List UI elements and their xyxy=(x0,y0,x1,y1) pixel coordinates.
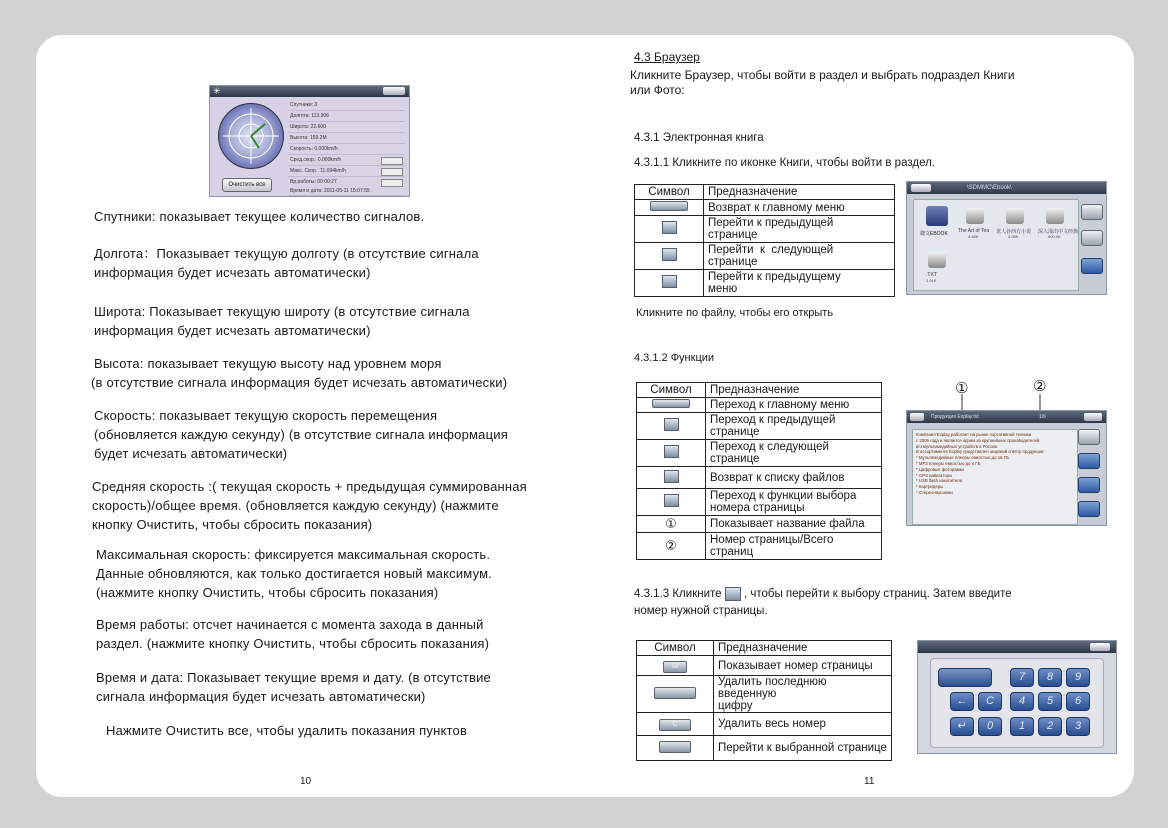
callout-2: ② xyxy=(1033,378,1047,395)
key-9[interactable] xyxy=(1066,668,1090,687)
text-line: странице xyxy=(710,426,760,438)
purpose-cell xyxy=(704,243,895,270)
text-line: (обновляется каждую секунду) (в отсутствие сигнала информация xyxy=(94,427,508,442)
reader-text-area xyxy=(912,429,1078,525)
prev-menu-icon xyxy=(662,275,677,288)
symbol-cell xyxy=(637,489,706,516)
symbol-cell xyxy=(637,413,706,440)
key-label: 2 xyxy=(1046,720,1054,732)
gps-back-icon[interactable] xyxy=(383,87,405,95)
text-line: странице xyxy=(708,229,758,241)
subsection-ebook-title xyxy=(634,132,764,144)
callout-1: ① xyxy=(955,380,969,397)
subsection-functions-title xyxy=(634,352,714,364)
para-speed xyxy=(94,406,508,463)
text-line: номера страницы xyxy=(710,502,805,514)
gps-row-text: Макс. Скор.: 11.094km/h xyxy=(290,168,346,174)
book-icon[interactable] xyxy=(1006,208,1024,224)
key-label: 5 xyxy=(1046,695,1054,707)
text-line: меню xyxy=(708,283,738,295)
key-label: ↵ xyxy=(957,720,967,732)
symbol-cell xyxy=(637,516,706,533)
symbol-cell xyxy=(637,736,714,761)
table-row xyxy=(637,398,882,413)
text-line: Средняя скорость :( текущая скорость + предыдущая суммированная xyxy=(92,479,527,494)
file-name: .TXT xyxy=(926,272,937,278)
back-arrow-icon xyxy=(652,399,690,408)
keypad-back-icon[interactable] xyxy=(1090,643,1110,651)
text-line: 4.3.1.3 Кликните xyxy=(634,588,722,600)
text-line: 4.3.1 Электронная книга xyxy=(634,132,764,144)
text-line: Спутники: показывает текущее количество сигналов. xyxy=(94,209,425,224)
purpose-cell: Переход к главному меню xyxy=(706,398,882,413)
text-line: Долгота：Показывает текущую долготу (в отсутствие сигнала xyxy=(94,246,479,261)
reader-page-select-button[interactable] xyxy=(1078,501,1100,517)
purpose-cell xyxy=(704,270,895,297)
scroll-down-button[interactable] xyxy=(1081,230,1103,246)
text-line: Максимальная скорость: фиксируется максимальная скорость. xyxy=(96,547,491,562)
key-label: 9 xyxy=(1074,671,1082,683)
text-line: 4.3.1.2 Функции xyxy=(634,352,715,364)
purpose-cell xyxy=(706,489,882,516)
text-line: Кликните Браузер, чтобы войти в раздел и выбрать подраздел Книги xyxy=(630,68,1015,82)
page-number-right: 11 xyxy=(864,776,875,787)
symbol-cell xyxy=(635,270,704,297)
gps-titlebar xyxy=(210,86,409,97)
click-file-text xyxy=(636,307,833,319)
text-line: Кликните по файлу, чтобы его открыть xyxy=(636,307,834,319)
section-heading-text: 4.3 Браузер xyxy=(634,50,700,64)
col-header-purpose: Предназначение xyxy=(714,641,892,656)
table-row xyxy=(635,243,895,270)
page-select-icon xyxy=(664,494,679,507)
gps-row-text: Спутники: 3 xyxy=(290,102,318,108)
purpose-cell: Удалить весь номер xyxy=(714,713,892,736)
gps-row xyxy=(288,101,405,111)
gps-row-text: Высота: 159.2M xyxy=(290,135,327,141)
ereader-screenshot xyxy=(906,410,1107,526)
prev-page-icon xyxy=(664,418,679,431)
table-row xyxy=(635,200,895,216)
browser-back-icon[interactable] xyxy=(911,184,931,192)
circle-1-icon: ① xyxy=(665,516,677,531)
gps-row-text: Сред.скор.: 0.000km/h xyxy=(290,157,342,163)
gps-row xyxy=(288,123,405,133)
table-header xyxy=(637,383,882,398)
text-line: Переход к следующей xyxy=(710,441,829,453)
col-header-purpose: Предназначение xyxy=(706,383,882,398)
text-line: Широта: Показывает текущую широту (в отсутствие сигнала xyxy=(94,304,470,319)
symbol-cell xyxy=(635,200,704,216)
text-line: (нажмите кнопку Очистить, чтобы сбросить показания) xyxy=(96,585,439,600)
table-row xyxy=(637,440,882,467)
symbol-cell xyxy=(637,656,714,676)
key-0[interactable] xyxy=(978,717,1002,736)
text-line: цифру xyxy=(718,700,753,712)
purpose-cell: Возврат к главному меню xyxy=(704,200,895,216)
circle-2-icon: ② xyxy=(665,538,677,553)
section-heading xyxy=(634,50,700,64)
table-row xyxy=(637,676,892,713)
gps-settings-icon: ✳ xyxy=(213,86,221,96)
reader-line: * Картридеры xyxy=(916,484,944,490)
para-clear-all xyxy=(106,721,467,740)
gps-row-text: Долгота: 113.906 xyxy=(290,113,329,119)
file-size: 4.98K xyxy=(1008,234,1019,239)
text-line: Переход к функции выбора xyxy=(710,490,857,502)
reset-max-speed-button[interactable] xyxy=(381,168,403,176)
browser-titlebar xyxy=(907,182,1106,194)
key-label: ← xyxy=(956,695,968,707)
book-icon[interactable] xyxy=(1046,208,1064,224)
section-intro xyxy=(630,68,1015,98)
next-page-icon xyxy=(662,248,677,261)
text-line: Удалить последнюю введенную xyxy=(718,676,827,700)
symbol-cell xyxy=(635,216,704,243)
text-line: страниц xyxy=(710,546,754,558)
text-line: Перейти к следующей xyxy=(708,244,834,256)
text-line: странице xyxy=(710,453,760,465)
key-3[interactable] xyxy=(1066,717,1090,736)
gps-row-text: Широта: 22.600 xyxy=(290,124,326,130)
reader-file-list-button[interactable] xyxy=(1078,477,1100,493)
key-7[interactable] xyxy=(1010,668,1034,687)
reset-avg-speed-button[interactable] xyxy=(381,157,403,165)
text-line: Перейти к предыдущему xyxy=(708,271,841,283)
para-longitude xyxy=(94,244,479,282)
symbol-cell xyxy=(635,243,704,270)
ebook-browser-screenshot xyxy=(906,181,1107,295)
file-list-icon xyxy=(664,470,679,483)
text-line: Номер страницы/Всего xyxy=(710,534,834,546)
col-header-purpose: Предназначение xyxy=(704,185,895,200)
para-avg-speed xyxy=(92,477,527,534)
text-line: Перейти к предыдущей xyxy=(708,217,834,229)
text-line: Время и дата: Показывает текущие время и дату. (в отсутствие xyxy=(96,670,491,685)
symbol-cell xyxy=(637,676,714,713)
purpose-cell xyxy=(706,533,882,560)
clear-all-button[interactable] xyxy=(222,178,272,192)
reader-back-icon[interactable] xyxy=(910,413,924,421)
key-label: 8 xyxy=(1046,671,1054,683)
reader-line: * Цифровые фоторамки xyxy=(916,466,964,472)
table-row xyxy=(637,467,882,489)
reader-filename: Продукция Explay.txt xyxy=(931,414,979,420)
reader-titlebar xyxy=(907,411,1106,423)
key-label: 1 xyxy=(1018,720,1026,732)
enter-key[interactable] xyxy=(950,717,974,736)
gps-screenshot xyxy=(209,85,410,197)
text-line: 4.3.1.1 Кликните по иконке Книги, чтобы войти в раздел. xyxy=(634,157,935,169)
purpose-cell xyxy=(704,216,895,243)
text-line: Переход к предыдущей xyxy=(710,414,836,426)
reader-page-counter: 1/6 xyxy=(1039,414,1046,420)
key-6[interactable] xyxy=(1066,692,1090,711)
book-icon[interactable] xyxy=(928,252,946,268)
reader-line: * Мультимедийные плееры емкостью до 16 ГБ xyxy=(916,455,1009,461)
subsection-4311-text xyxy=(634,157,935,169)
reader-line: * MP3 плееры емкостью до 4 ГБ xyxy=(916,460,981,466)
gps-row xyxy=(288,112,405,122)
gps-row xyxy=(288,145,405,155)
key-label: 0 xyxy=(986,720,994,732)
file-size: 4.46K xyxy=(968,234,979,239)
reader-line: в/о мультимедийных устройств в России. xyxy=(916,443,999,449)
key-5[interactable] xyxy=(1038,692,1062,711)
text-line: будет исчезать автоматически) xyxy=(94,446,288,461)
gps-row-text: Скорость: 0.000km/h xyxy=(290,146,338,152)
backspace-icon xyxy=(654,687,696,699)
reader-line: Компания Explay работает на рынке портативной техники xyxy=(916,432,1032,437)
symbol-cell xyxy=(637,533,706,560)
reader-prev-page-button[interactable] xyxy=(1078,429,1100,445)
purpose-cell xyxy=(706,440,882,467)
table-row xyxy=(637,713,892,736)
symbol-table-3 xyxy=(636,640,892,761)
text-line: Высота: показывает текущую высоту над уровнем моря xyxy=(94,356,442,371)
text-line: Данные обновляются, как только достигается новый максимум. xyxy=(96,566,493,581)
key-2[interactable] xyxy=(1038,717,1062,736)
page-number-display xyxy=(938,668,992,687)
text-line: или Фото: xyxy=(630,83,685,97)
text-line: раздел. (нажмите кнопку Очистить, чтобы сбросить показания) xyxy=(96,636,490,651)
gps-row xyxy=(288,134,405,144)
file-name: The Art of Tea xyxy=(958,228,990,234)
text-line: Время работы: отсчет начинается с момента захода в данный xyxy=(96,617,484,632)
text-line: скорость)/общее время. (обновляется каждую секунду) (нажмите xyxy=(92,498,499,513)
gps-row xyxy=(288,156,405,166)
key-label: 7 xyxy=(1018,671,1026,683)
reader-line: * USB flash накопители xyxy=(916,478,963,484)
table-row xyxy=(635,216,895,243)
key-4[interactable] xyxy=(1010,692,1034,711)
gps-row xyxy=(288,167,405,177)
col-header-symbol: Символ xyxy=(637,641,714,656)
symbol-cell xyxy=(637,440,706,467)
text-line: странице xyxy=(708,256,758,268)
symbol-table-2 xyxy=(636,382,882,560)
table-header xyxy=(637,641,892,656)
home-button[interactable] xyxy=(1081,258,1103,274)
page-number-icon-label: 58 xyxy=(671,663,679,670)
key-label: 4 xyxy=(1018,695,1026,707)
purpose-cell: Показывает номер страницы xyxy=(714,656,892,676)
table-row xyxy=(637,656,892,676)
folder-icon[interactable] xyxy=(926,206,948,226)
subsection-4313-text xyxy=(634,586,1012,620)
para-work-time xyxy=(96,615,489,653)
backspace-key[interactable] xyxy=(950,692,974,711)
keypad-screenshot xyxy=(917,640,1117,754)
text-line: Нажмите Очистить все, чтобы удалить показания пунктов xyxy=(106,723,468,738)
purpose-cell xyxy=(714,676,892,713)
purpose-cell xyxy=(706,413,882,440)
page-number-icon xyxy=(663,661,687,673)
table-row xyxy=(637,533,882,560)
key-1[interactable] xyxy=(1010,717,1034,736)
reader-line: с 2005 года и является одним из крупнейших производителей xyxy=(916,437,1040,443)
gps-row-text: Время и дата: 2011-05-11 15:07:55 xyxy=(290,188,370,194)
text-line: (в отсутствие сигнала информация будет исчезать автоматически) xyxy=(91,375,508,390)
table-row xyxy=(637,516,882,533)
reader-next-page-button[interactable] xyxy=(1078,453,1100,469)
file-name: 龙人谷西方小说 xyxy=(996,229,1032,235)
text-line: информация будет исчезать автоматически) xyxy=(94,323,371,338)
keypad-titlebar xyxy=(918,641,1116,653)
scroll-up-button[interactable] xyxy=(1081,204,1103,220)
file-size: 900.0K xyxy=(1048,234,1061,239)
reader-line: * GPS навигаторы xyxy=(916,472,953,478)
clear-key[interactable] xyxy=(978,692,1002,711)
key-label: 6 xyxy=(1074,695,1082,707)
page-number-left: 10 xyxy=(300,776,312,787)
file-name: 微文EBOOK xyxy=(920,231,948,237)
gps-row-text: Вр.работы: 00:00:27 xyxy=(290,179,337,185)
browser-path: \SDMMC\Ebook\ xyxy=(967,185,1012,191)
key-label: C xyxy=(986,695,994,707)
page-select-icon xyxy=(725,587,741,601)
purpose-cell: Перейти к выбранной странице xyxy=(714,736,892,761)
file-grid xyxy=(913,199,1079,291)
text-line: сигнала информация будет исчезать автоматически) xyxy=(96,689,426,704)
para-altitude xyxy=(91,354,508,392)
table-row xyxy=(637,736,892,761)
para-date-time xyxy=(96,668,491,706)
key-label: 3 xyxy=(1074,720,1082,732)
para-max-speed xyxy=(96,545,492,602)
para-satellites xyxy=(94,207,424,226)
gps-row xyxy=(288,187,405,196)
purpose-cell: Возврат к списку файлов xyxy=(706,467,882,489)
text-line: информация будет исчезать автоматически) xyxy=(94,265,371,280)
symbol-cell xyxy=(637,713,714,736)
clear-all-label: Очистить все xyxy=(228,182,266,188)
col-header-symbol: Символ xyxy=(635,185,704,200)
text-line: номер нужной страницы. xyxy=(634,605,768,617)
table-row xyxy=(637,413,882,440)
text-line: Скорость: показывает текущую скорость перемещения xyxy=(94,408,438,423)
purpose-cell: Показывает название файла xyxy=(706,516,882,533)
file-name: 深入浅出中文经典 xyxy=(1038,229,1079,235)
clear-icon xyxy=(659,719,691,731)
satellite-compass xyxy=(218,103,284,169)
table-row xyxy=(637,489,882,516)
book-icon[interactable] xyxy=(966,208,984,224)
go-icon xyxy=(659,741,691,753)
clear-icon-label: C xyxy=(672,721,678,728)
reader-line: * Стереонаушники xyxy=(916,489,953,495)
key-8[interactable] xyxy=(1038,668,1062,687)
table-header xyxy=(635,185,895,200)
symbol-table-1 xyxy=(634,184,895,297)
text-line: , чтобы перейти к выбору страниц. Затем введите xyxy=(743,588,1012,600)
reader-line: В ассортименте Explay представлен широкий спектр продукции: xyxy=(916,449,1045,455)
reader-exit-icon[interactable] xyxy=(1084,413,1102,421)
para-latitude xyxy=(94,302,470,340)
compass-lines xyxy=(219,104,283,168)
reset-work-time-button[interactable] xyxy=(381,179,403,187)
symbol-cell xyxy=(637,398,706,413)
col-header-symbol: Символ xyxy=(637,383,706,398)
symbol-cell xyxy=(637,467,706,489)
back-arrow-icon xyxy=(650,201,688,211)
text-line: кнопку Очистить, чтобы сбросить показания) xyxy=(92,517,373,532)
file-size: 1.91K xyxy=(926,278,937,283)
table-row xyxy=(635,270,895,297)
prev-page-icon xyxy=(662,221,677,234)
next-page-icon xyxy=(664,445,679,458)
